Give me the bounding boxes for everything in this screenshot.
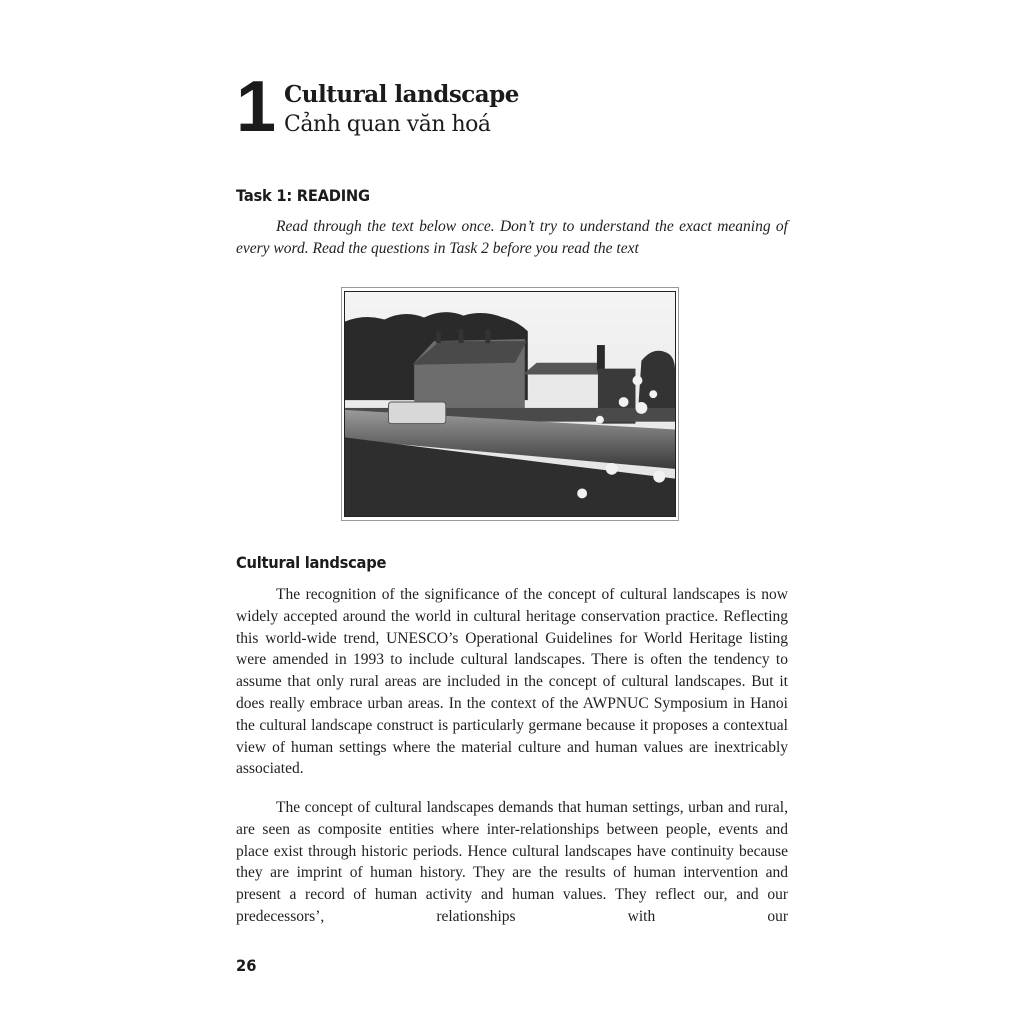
figure-frame: [341, 287, 679, 521]
page-number: 26: [236, 956, 257, 975]
body-paragraph: [236, 584, 788, 780]
section-heading: Cultural landscape: [236, 553, 387, 572]
chimney: [485, 329, 490, 343]
paragraph-text: The concept of cultural landscapes demands that human settings, urban and rural, are seen as composite entities where inter-relationships between people, events and place exist through historic periods. Hence cultural landscapes have continuity because they are imprint of human history. They are the results of human intervention and present a record of human activity and human values. They reflect our, and our predecessors’, relationships with our: [236, 799, 788, 925]
chapter-number: 1: [236, 67, 275, 147]
narrowboat: [388, 402, 445, 424]
canal-photo-illustration: [345, 292, 675, 516]
instructions-text: Read through the text below once. Don’t try to understand the exact meaning of every word. Read the questions in Task 2 before you read the text: [236, 218, 788, 257]
task-instructions: [236, 216, 788, 260]
chimney: [597, 345, 605, 371]
chapter-title: Cultural landscape: [284, 81, 519, 108]
canal-photo: [344, 291, 676, 517]
chimney: [459, 329, 464, 343]
task-heading: Task 1: READING: [236, 186, 370, 205]
body-paragraph: [236, 797, 788, 928]
chimney: [436, 331, 441, 343]
paragraph-text: The recognition of the significance of the concept of cultural landscapes is now widely accepted around the world in cultural heritage conservation practice. Reflecting this world-wide trend, UNESCO’s Operational Guidelines for World Heritage listing were amended in 1993 to include cultural landscapes. There is often the tendency to assume that only rural areas are included in the concept of cultural landscapes. But it does really embrace urban areas. In the context of the AWPNUC Symposium in Hanoi the cultural landscape construct is particularly germane because it proposes a contextual view of human settings where the material culture and human values are inextricably associated.: [236, 586, 788, 778]
white-house-roof: [523, 363, 604, 375]
chapter-subtitle: Cảnh quan văn hoá: [284, 112, 491, 137]
